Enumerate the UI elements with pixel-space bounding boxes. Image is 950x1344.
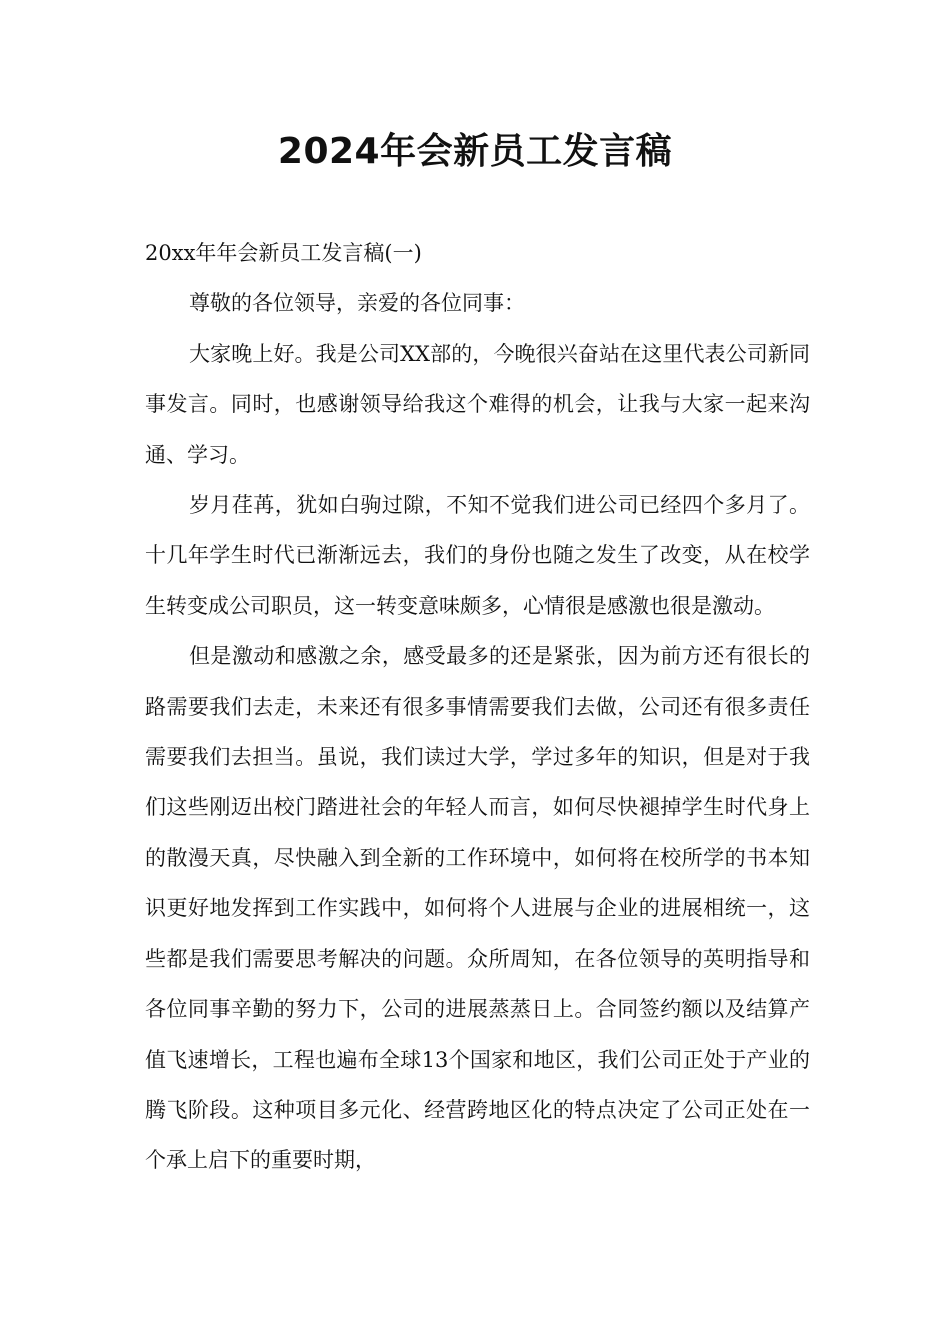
paragraph-introduction: 大家晚上好。我是公司XX部的，今晚很兴奋站在这里代表公司新同事发言。同时，也感谢领导给我这个难得的机会，让我与大家一起来沟通、学习。 — [145, 341, 810, 467]
paragraph-responsibility: 但是激动和感激之余，感受最多的还是紧张，因为前方还有很长的路需要我们去走，未来还有很多事情需要我们去做，公司还有很多责任需要我们去担当。虽说，我们读过大学，学过多年的知识，但是对于我们这些刚迈出校门踏进社会的年轻人而言，如何尽快褪掉学生时代身上的散漫天真，尽快融入到全新的工作环境中，如何将在校所学的书本知识更好地发挥到工作实践中，如何将个人进展与企业的进展相统一，这些都是我们需要思考解决的问题。众所周知，在各位领导的英明指导和各位同事辛勤的努力下，公司的进展蒸蒸日上。合同签约额以及结算产值飞速增长，工程也遍布全球13个国家和地区，我们公司正处于产业的腾飞阶段。这种项目多元化、经营跨地区化的特点决定了公司正处在一个承上启下的重要时期， — [145, 644, 810, 1173]
paragraph-reflection: 岁月荏苒，犹如白驹过隙，不知不觉我们进公司已经四个多月了。十几年学生时代已渐渐远去，我们的身份也随之发生了改变，从在校学生转变成公司职员，这一转变意味颇多，心情很是感激也很是激动。 — [145, 493, 810, 618]
document-subtitle: 20xx年年会新员工发言稿(一) — [145, 241, 422, 265]
paragraph-greeting: 尊敬的各位领导，亲爱的各位同事： — [189, 291, 525, 316]
document-body — [145, 228, 810, 1186]
document-title: 2024年会新员工发言稿 — [277, 131, 673, 172]
